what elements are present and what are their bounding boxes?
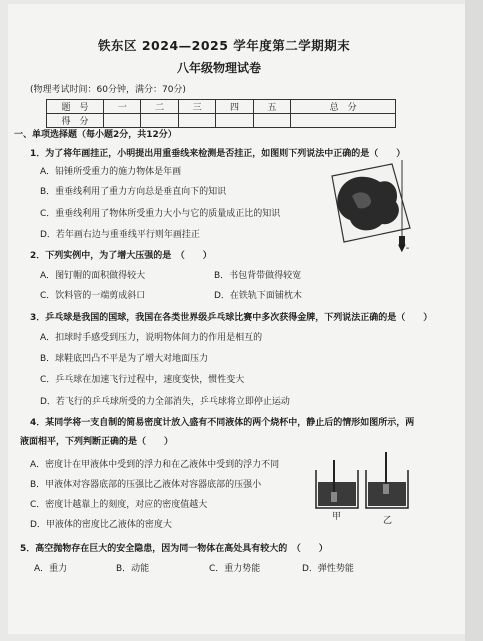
score-blank[interactable] — [178, 114, 215, 128]
score-cell: 三 — [178, 100, 215, 114]
exam-title: 铁东区 2024—2025 学年度第二学期期末 — [98, 38, 351, 53]
q4-option-b: B．甲液体对容器底部的压强比乙液体对容器底部的压强小 — [30, 480, 262, 490]
beaker-label-jia: 甲 — [332, 512, 342, 522]
beaker-jia — [316, 460, 358, 508]
exam-info: (物理考试时间：60分钟，满分：70分) — [30, 85, 186, 95]
score-cell: 得 分 — [47, 114, 104, 128]
q4-option-c: C．密度计越靠上的刻度，对应的密度值越大 — [30, 500, 208, 510]
score-cell: 五 — [253, 100, 290, 114]
score-blank[interactable] — [291, 114, 396, 128]
q3-option-c: C．乒乓球在加速飞行过程中，速度变快，惯性变大 — [40, 375, 245, 385]
q3-option-a: A．扣球时手感受到压力，说明物体间力的作用是相互的 — [40, 333, 263, 343]
q2-option-d: D．在铁轨下面铺枕木 — [214, 291, 302, 301]
score-cell: 四 — [216, 100, 253, 114]
question-2-stem: 2．下列实例中，为了增大压强的是 （ ） — [30, 251, 212, 261]
score-blank[interactable] — [216, 114, 253, 128]
score-cell: 二 — [141, 100, 178, 114]
page-edge — [465, 0, 483, 641]
q4-option-d: D．甲液体的密度比乙液体的密度大 — [30, 520, 172, 530]
beakers-figure — [312, 452, 412, 522]
beaker-label-yi: 乙 — [383, 516, 393, 526]
score-table — [46, 99, 396, 128]
question-4-stem: 4．某同学将一支自制的简易密度计放入盛有不同液体的两个烧杯中，静止后的情形如图所示，两 — [30, 418, 415, 428]
score-table-score-row — [47, 114, 396, 128]
score-blank[interactable] — [253, 114, 290, 128]
q1-option-b: B．重垂线利用了重力方向总是垂直向下的知识 — [40, 187, 227, 197]
score-table-header-row — [47, 100, 396, 114]
exam-subtitle: 八年级物理试卷 — [177, 61, 262, 75]
q3-option-d: D．若飞行的乒乓球所受的力全部消失，乒乓球将立即停止运动 — [40, 397, 290, 407]
q1-option-d: D．若年画右边与重垂线平行则年画挂正 — [40, 230, 200, 240]
score-cell: 总 分 — [291, 100, 396, 114]
q5-option-a: A．重力 — [34, 564, 68, 574]
q5-option-c: C．重力势能 — [209, 564, 261, 574]
score-cell: 一 — [104, 100, 141, 114]
question-4-stem-cont: 液面相平，下列判断正确的是（ ） — [20, 437, 174, 447]
q2-option-a: A．图钉帽的面积做得较大 — [40, 271, 146, 281]
question-1-stem: 1．为了将年画挂正，小明提出用重垂线来检测是否挂正，如图则下列说法中正确的是（ ） — [30, 149, 406, 159]
score-blank[interactable] — [104, 114, 141, 128]
painting-figure — [328, 160, 418, 252]
q5-option-b: B．动能 — [116, 564, 150, 574]
question-3-stem: 3．乒乓球是我国的国球，我国在各类世界级乒乓球比赛中多次获得金牌，下列说法正确的是（ ） — [30, 313, 433, 323]
q2-option-c: C．饮料管的一端剪成斜口 — [40, 291, 146, 301]
q3-option-b: B．球鞋底凹凸不平是为了增大对地面压力 — [40, 354, 209, 364]
question-5-stem: 5．高空抛物存在巨大的安全隐患，因为同一物体在高处具有较大的 （ ） — [20, 544, 328, 554]
beaker-yi — [366, 452, 408, 508]
section-heading: 一、单项选择题（每小题2分，共12分） — [14, 130, 177, 140]
q1-option-a: A．铅锤所受重力的施力物体是年画 — [40, 167, 182, 177]
figure-mark: ▼- — [398, 243, 410, 254]
q4-option-a: A．密度计在甲液体中受到的浮力和在乙液体中受到的浮力不同 — [30, 460, 280, 470]
q1-option-c: C．重垂线利用了物体所受重力大小与它的质量成正比的知识 — [40, 209, 281, 219]
q5-option-d: D．弹性势能 — [302, 564, 354, 574]
score-cell: 题 号 — [47, 100, 104, 114]
score-blank[interactable] — [141, 114, 178, 128]
q2-option-b: B．书包背带做得较宽 — [214, 271, 302, 281]
